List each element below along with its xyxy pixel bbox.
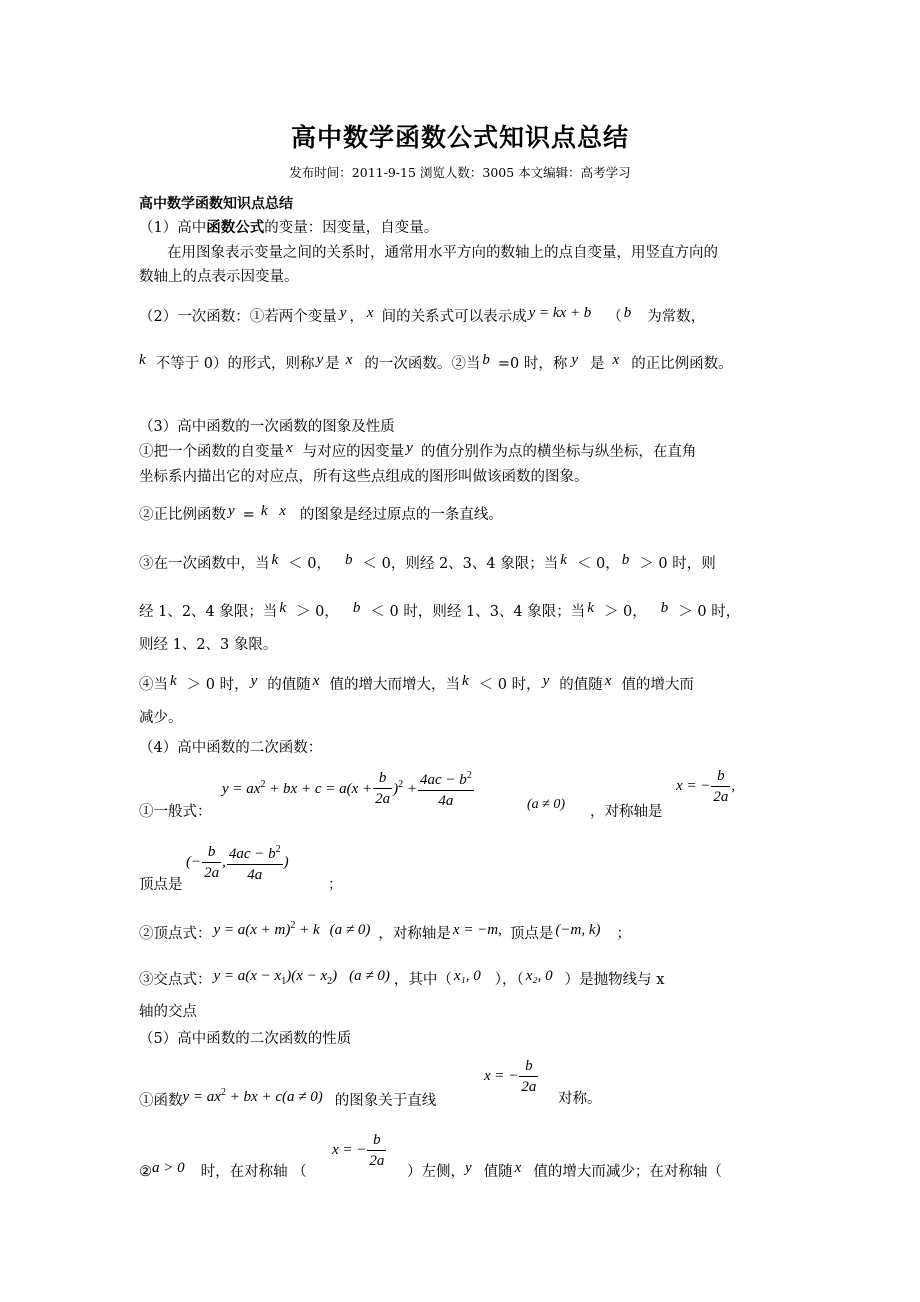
intercept-form-line: ③交点式： $y = a(x - x_1)(x - x_2)$ (a ≠ 0) ，其中（ x₁, 0 ），（ x₂, 0 ）是抛物线与 x bbox=[139, 968, 665, 988]
vertex-formula: (− $\frac{b}{2a}$ , $\frac{4ac - b^2}{4a}$ ) bbox=[186, 840, 289, 885]
page-title: 高中数学函数公式知识点总结 bbox=[290, 123, 629, 152]
s1-para-l1: 在用图象表示变量之间的关系时，通常用水平方向的数轴上的点自变量，用竖直方向的 bbox=[167, 245, 718, 261]
s3-p3-l1: ③在一次函数中，当 k ＜ 0， b ＜ 0，则经 2、3、4 象限；当 k ＜ 0， b ＞ 0 时，则 bbox=[139, 552, 716, 572]
s3-p1-l1: ①把一个函数的自变量 x 与对应的因变量 y 的值分别作为点的横坐标与纵坐标，在直角 bbox=[139, 440, 697, 460]
s4-head: （4）高中函数的二次函数： bbox=[139, 740, 323, 756]
s1-para-l2: 数轴上的点表示因变量。 bbox=[139, 269, 299, 285]
vertex-label: 顶点是 bbox=[139, 877, 183, 893]
vertex-semicolon: ； bbox=[328, 877, 343, 893]
s3-p3-l3: 则经 1、2、3 象限。 bbox=[139, 637, 278, 653]
s3-p2: ②正比例函数 y = k x 的图象是经过原点的一条直线。 bbox=[139, 503, 503, 523]
s5-p2-end: ）左侧，y 值随 x 值的增大而减少；在对称轴（ bbox=[407, 1160, 722, 1180]
s3-p4-l1: ④当 k ＞ 0 时， y 的值随 x 值的增大而增大，当 k ＜ 0 时， y 的值随 x 值的增大而 bbox=[139, 673, 694, 693]
s3-p1-l2: 坐标系内描出它的对应点，所有这些点组成的图形叫做该函数的图象。 bbox=[139, 469, 589, 485]
sym-axis-formula-1: x = − $\frac{b}{2a}$ bbox=[484, 1058, 537, 1095]
s1-line1: （1）高中函数公式的变量：因变量，自变量。 bbox=[139, 219, 439, 236]
a-ne-0-1: (a ≠ 0) bbox=[527, 797, 566, 812]
vertex-form-line: ②顶点式： $y = a(x + m)^2 + k$ (a ≠ 0) ，对称轴是 x = −m, 顶点是 (−m, k) ； bbox=[139, 920, 631, 942]
s3-p4-l2: 减少。 bbox=[139, 710, 183, 726]
general-form-formula: $y = ax^2$ + bx + c = a(x + $\frac{b}{2a}$ )$^2$ + $\frac{4ac - b^2}{4a}$ bbox=[222, 766, 475, 811]
general-form-label: ①一般式： bbox=[139, 804, 212, 820]
axis-label-1: ，对称轴是 bbox=[590, 804, 663, 820]
s2-line1: （2）一次函数：①若两个变量 y ， x 间的关系式可以表示成 y = kx + b （ b 为常数， bbox=[139, 305, 706, 325]
s3-head: （3）高中函数的一次函数的图象及性质 bbox=[139, 419, 395, 435]
s5-p1: ①函数$y = ax^2$ + bx + c(a ≠ 0) 的图象关于直线 bbox=[139, 1087, 437, 1109]
s5-p2-start: ②a > 0 时，在对称轴 （ bbox=[139, 1160, 307, 1180]
intercept-line2: 轴的交点 bbox=[139, 1004, 197, 1020]
sym-axis-formula-2: x = − $\frac{b}{2a}$ bbox=[332, 1132, 385, 1169]
axis-formula-1: x = − $\frac{b}{2a}$ , bbox=[676, 768, 736, 805]
article-meta: 发布时间：2011-9-15 浏览人数：3005 本文编辑：高考学习 bbox=[289, 165, 631, 180]
section-heading: 高中数学函数知识点总结 bbox=[139, 196, 293, 212]
s5-p1-end: 对称。 bbox=[558, 1091, 602, 1107]
s3-p3-l2: 经 1、2、4 象限；当 k ＞ 0， b ＜ 0 时，则经 1、3、4 象限；当 k ＞ 0， b ＞ 0 时， bbox=[139, 600, 741, 620]
s2-line2: k 不等于 0）的形式，则称 y 是 x 的一次函数。②当 b =0 时，称 y 是 x 的正比例函数。 bbox=[139, 352, 733, 372]
s5-head: （5）高中函数的二次函数的性质 bbox=[139, 1031, 352, 1047]
